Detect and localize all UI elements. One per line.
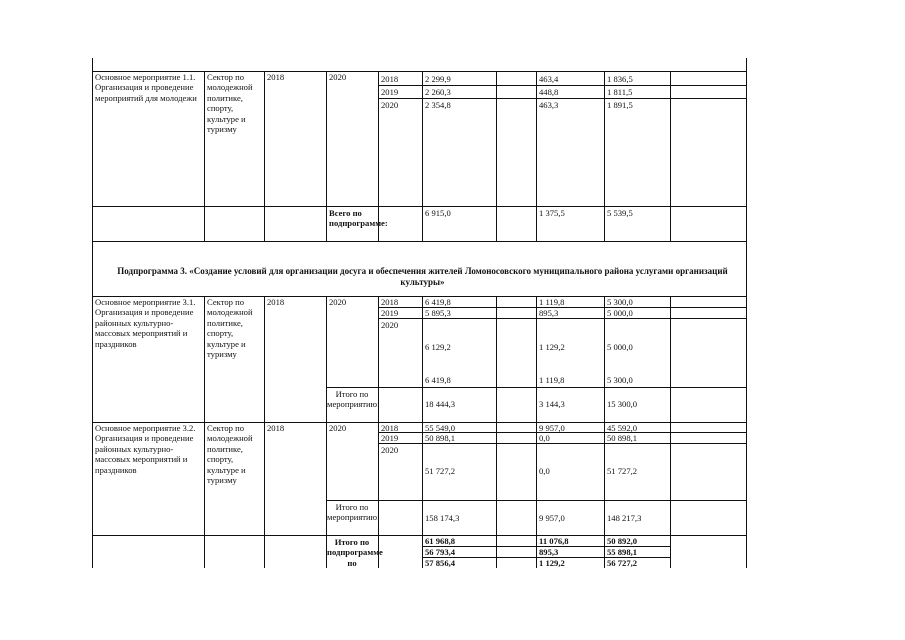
total-cell: 2 299,9 (425, 74, 451, 84)
total-cell: 6 419,8 (425, 297, 451, 307)
value-cell: 1 836,5 (607, 74, 633, 84)
col-line (496, 71, 497, 241)
frame-left (92, 241, 93, 296)
activity-total-label: Итого по мероприятию: (327, 502, 380, 523)
col-line (536, 71, 537, 241)
value-cell: 55 898,1 (607, 547, 638, 557)
total-cell: 50 898,1 (425, 433, 456, 443)
col-line (326, 71, 327, 241)
year-cell: 2020 (381, 320, 399, 330)
start-year: 2018 (267, 297, 285, 307)
value-cell: 50 898,1 (607, 433, 638, 443)
activity-total-label: Итого по мероприятию: (327, 389, 380, 410)
col-line (92, 296, 93, 568)
value-cell: 5 000,0 (607, 342, 633, 352)
col-line (746, 71, 747, 241)
subprogram-title: Подпрограмма 3. «Создание условий для организации досуга и обеспечения жителей Ломоносовского муниципального района услугами организаций культуры» (117, 266, 728, 287)
executor-1-1: Сектор по молодежной политике, спорту, культуре и туризму (207, 72, 253, 135)
frame-left-tick (92, 58, 93, 71)
value-cell: 5 000,0 (607, 308, 633, 318)
total-cell: 2 260,3 (425, 87, 451, 97)
total-cell: 57 856,4 (425, 558, 456, 568)
value-cell: 9 957,0 (539, 513, 565, 523)
end-year: 2020 (329, 297, 347, 307)
value-cell: 448,8 (539, 87, 559, 97)
value-cell: 0,0 (539, 433, 550, 443)
col-line (670, 71, 671, 241)
value-cell: 50 892,0 (607, 536, 638, 546)
value-cell: 148 217,3 (607, 513, 642, 523)
value-cell: 45 592,0 (607, 423, 638, 433)
value-cell: 1 129,2 (539, 558, 565, 568)
value-cell: 11 076,8 (539, 536, 569, 546)
activity-3-2: Основное мероприятие 3.2. Организация и проведение районных культурно-массовых мероприятий и праздников (95, 423, 196, 475)
subprogram-total-label: Всего по подпрограмме: (329, 208, 388, 229)
col-line (422, 71, 423, 241)
total-cell: 51 727,2 (425, 466, 456, 476)
value-cell: 895,3 (539, 308, 559, 318)
total-cell: 6 915,0 (425, 208, 451, 218)
year-cell: 2019 (381, 308, 399, 318)
total-cell: 18 444,3 (425, 399, 456, 409)
col-line (326, 296, 327, 568)
total-cell: 6 129,2 (425, 342, 451, 352)
executor-3-2: Сектор по молодежной политике, спорту, культуре и туризму (207, 423, 253, 486)
value-cell: 463,3 (539, 100, 559, 110)
value-cell: 9 957,0 (539, 423, 565, 433)
value-cell: 463,4 (539, 74, 559, 84)
col-line (264, 296, 265, 568)
total-cell: 5 895,3 (425, 308, 451, 318)
frame-right-tick (746, 58, 747, 71)
year-cell: 2020 (381, 100, 399, 110)
year-cell: 2020 (381, 445, 399, 455)
col-line (378, 71, 379, 241)
year-cell: 2018 (381, 74, 399, 84)
end-year: 2020 (329, 423, 347, 433)
col-line (264, 71, 265, 241)
col-line (746, 296, 747, 568)
row-line (378, 85, 746, 86)
row-line (92, 206, 747, 207)
value-cell: 5 300,0 (607, 297, 633, 307)
total-cell: 61 968,8 (425, 536, 456, 546)
total-cell: 2 354,8 (425, 100, 451, 110)
col-line (204, 296, 205, 568)
total-cell: 158 174,3 (425, 513, 460, 523)
year-cell: 2019 (381, 433, 399, 443)
value-cell: 5 300,0 (607, 375, 633, 385)
start-year: 2018 (267, 423, 285, 433)
total-cell: 6 419,8 (425, 375, 451, 385)
value-cell: 1 119,8 (539, 375, 565, 385)
total-cell: 56 793,4 (425, 547, 456, 557)
col-line (604, 71, 605, 241)
row-line (326, 500, 746, 501)
value-cell: 1 891,5 (607, 100, 633, 110)
value-cell: 895,3 (539, 547, 559, 557)
value-cell: 1 119,8 (539, 297, 565, 307)
row-line (326, 387, 746, 388)
value-cell: 56 727,2 (607, 558, 638, 568)
value-cell: 5 539,5 (607, 208, 633, 218)
frame-right (746, 241, 747, 296)
row-line (92, 241, 747, 242)
row-line (378, 98, 746, 99)
value-cell: 15 300,0 (607, 399, 638, 409)
activity-1-1: Основное мероприятие 1.1. Организация и проведение мероприятий для молодежи (95, 72, 197, 103)
value-cell: 3 144,3 (539, 399, 565, 409)
year-cell: 2018 (381, 297, 399, 307)
activity-3-1: Основное мероприятие 3.1. Организация и проведение районных культурно-массовых мероприятий и праздников (95, 297, 196, 349)
col-line (92, 71, 93, 241)
value-cell: 1 375,5 (539, 208, 565, 218)
value-cell: 1 129,2 (539, 342, 565, 352)
value-cell: 51 727,2 (607, 466, 638, 476)
row-line (92, 535, 747, 536)
start-year: 2018 (267, 72, 285, 82)
year-cell: 2018 (381, 423, 399, 433)
value-cell: 1 811,5 (607, 87, 633, 97)
value-cell: 0,0 (539, 466, 550, 476)
executor-3-1: Сектор по молодежной политике, спорту, культуре и туризму (207, 297, 253, 360)
year-cell: 2019 (381, 87, 399, 97)
subprogram-total-label: Итого по подпрограмме по (327, 537, 383, 568)
col-line (204, 71, 205, 241)
end-year: 2020 (329, 72, 347, 82)
total-cell: 55 549,0 (425, 423, 456, 433)
